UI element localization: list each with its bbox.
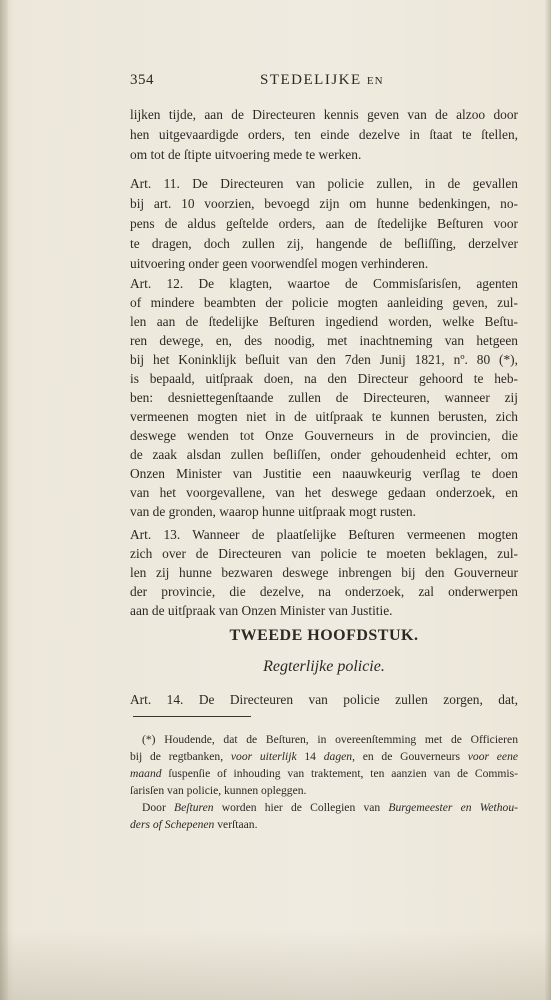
footnote-line: maand ſuspenſie of inhouding van traktement, ten aanzien van de Commis-: [130, 767, 518, 780]
text-line: Art. 11. De Directeuren van policie zullen, in de gevallen: [130, 176, 518, 191]
text-line: Onzen Minister van Justitie een naauwkeurig verſlag te doen: [130, 466, 518, 481]
text-line: Art. 14. De Directeuren van policie zullen zorgen, dat,: [130, 692, 518, 707]
text-line: bij art. 10 voorzien, bevoegd zijn om hunne bedenkingen, no-: [130, 196, 518, 211]
footnote-line: (*) Houdende, dat de Beſturen, in overeenſtemming met de Officieren: [142, 733, 518, 746]
footnote-line: ſarisſen van policie, kunnen opleggen.: [130, 784, 307, 797]
section-title: Regterlijke policie.: [263, 658, 385, 675]
text-line: of mindere beambten der policie mogten aanleiding geven, zul-: [130, 295, 518, 310]
footnote-line: bij de regtbanken, voor uiterlijk 14 dagen, en de Gouverneurs voor eene: [130, 750, 519, 763]
text-line: der provincie, die dezelve, na onderzoek, zal onderwerpen: [130, 584, 518, 599]
text-line: ren dewege, en, des noodig, met inachtneming van hetgeen: [130, 333, 518, 348]
text-line: aan de uitſpraak van Onzen Minister van Justitie.: [130, 603, 393, 618]
text-line: van het voorgevallene, van het deswege gedaan onderzoek, en: [130, 485, 518, 500]
text-line: hen uitgevaardigde orders, ten einde dezelve in ſtaat te ſtellen,: [130, 127, 518, 142]
text-line: lijken tijde, aan de Directeuren kennis geven van de alzoo door: [130, 107, 518, 122]
page-right-edge: [545, 0, 551, 1000]
footnote-line: Door Beſturen worden hier de Collegien van Burgemeester en Wethou-: [142, 801, 518, 814]
running-head: STEDELIJKE EN: [260, 72, 384, 88]
text-line: len zij hunne bezwaren deswege inbrengen bij den Gouverneur: [130, 565, 518, 580]
text-line: de zaak alsdan zullen beſliſſen, onder gehoudenheid echter, om: [130, 447, 518, 462]
footnote-rule: [133, 716, 251, 717]
text-line: bij het Koninklijk beſluit van den 7den Junij 1821, nº. 80 (*),: [130, 352, 518, 367]
text-line: len aan de ſtedelijke Beſturen ingediend worden, welke Beſtu-: [130, 314, 518, 329]
text-line: is bepaald, uitſpraak doen, na den Directeur gehoord te heb-: [130, 371, 518, 386]
page-bottom-shadow: [0, 930, 551, 1000]
chapter-title: TWEEDE HOOFDSTUK.: [229, 627, 419, 644]
text-line: Art. 13. Wanneer de plaatſelijke Beſturen vermeenen mogten: [130, 527, 518, 542]
text-line: vermeenen mogten niet in de uitſpraak te kunnen berusten, zich: [130, 409, 518, 424]
text-line: ben: desniettegenſtaande zullen de Directeuren, wanneer zij: [130, 390, 518, 405]
footnote-line: ders of Schepenen verſtaan.: [130, 818, 258, 831]
page-header: [130, 72, 518, 94]
text-line: Art. 12. De klagten, waartoe de Commisſarisſen, agenten: [130, 276, 518, 291]
text-line: uitvoering onder geen voorwendſel mogen verhinderen.: [130, 256, 429, 271]
text-line: van de gronden, waarop hunne uitſpraak mogt rusten.: [130, 504, 416, 519]
page-number: 354: [130, 72, 154, 88]
text-line: deswege wenden tot Onze Gouverneurs in de provincien, die: [130, 428, 518, 443]
page-left-edge: [0, 0, 8, 1000]
text-line: pens de aldus geſtelde orders, aan de ſtedelijke Beſturen voor: [130, 216, 518, 231]
text-line: zich over de Directeuren van policie te moeten beklagen, zul-: [130, 546, 518, 561]
text-line: om tot de ſtipte uitvoering mede te werken.: [130, 147, 362, 162]
text-line: te dragen, doch zullen zij, hangende de beſliſſing, derzelver: [130, 236, 518, 251]
